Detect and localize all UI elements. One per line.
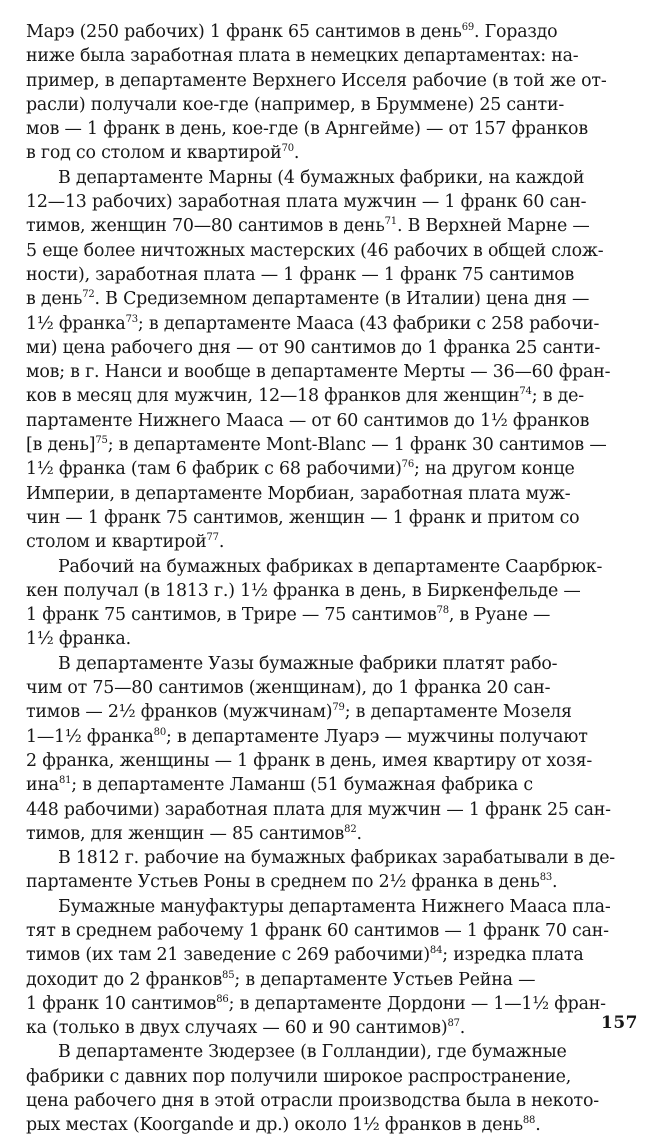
footnote-ref: 77 [206, 532, 219, 544]
footnote-ref: 85 [222, 969, 235, 981]
line-text: 1 франк 75 сантимов, в Трире — 75 сантимов [26, 605, 437, 626]
text-line [26, 214, 640, 238]
line-text: Империи, в департаменте Морбиан, заработная плата муж- [26, 483, 571, 504]
paragraph-first-line [26, 846, 640, 870]
text-line [26, 141, 640, 165]
body-text [26, 20, 640, 1138]
line-text-tail: . [218, 532, 225, 553]
line-text-tail: . [293, 143, 300, 164]
line-text: тимов, женщин 70—80 сантимов в день [26, 216, 385, 237]
line-text-tail: ; в департаменте Mont-Blanc — 1 франк 30 сантимов — [107, 435, 607, 456]
line-text: цена рабочего дня в этой отрасли производства была в некото- [26, 1091, 599, 1112]
line-text: чин — 1 франк 75 сантимов, женщин — 1 франк и притом со [26, 507, 580, 528]
text-line [26, 1016, 640, 1040]
text-line [26, 822, 640, 846]
footnote-ref: 78 [436, 605, 449, 617]
text-line [26, 943, 640, 967]
text-line [26, 992, 640, 1016]
line-text-tail: . В Средиземном департаменте (в Италии) цена дня — [94, 289, 590, 310]
text-line [26, 482, 640, 506]
line-text-tail: ; в департаменте Мозеля [344, 702, 572, 723]
line-text: 1—1½ франка [26, 726, 154, 747]
line-text: 1 франк 10 сантимов [26, 993, 217, 1014]
line-text-tail: ; в департаменте Устьев Рейна — [234, 969, 536, 990]
line-text: ниже была заработная плата в немецких департаментах: на- [26, 46, 579, 67]
line-text: Рабочий на бумажных фабриках в департаменте Саарбрюк- [58, 556, 603, 577]
line-text: расли) получали кое-где (например, в Бруммене) 25 санти- [26, 94, 565, 115]
footnote-ref: 71 [384, 216, 397, 228]
line-text-tail: ; на другом конце [414, 459, 575, 480]
text-line [26, 409, 640, 433]
line-text: В департаменте Марны (4 бумажных фабрики, на каждой [58, 167, 585, 188]
text-line [26, 457, 640, 481]
paragraph-first-line [26, 1040, 640, 1064]
text-line [26, 384, 640, 408]
text-line [26, 287, 640, 311]
paragraph-first-line [26, 652, 640, 676]
text-line [26, 579, 640, 603]
line-text-tail: . [535, 1115, 541, 1136]
line-text: 1½ франка (там 6 фабрик с 68 рабочими) [26, 459, 402, 480]
line-text-tail: . [552, 872, 558, 893]
line-text: 1½ франка. [26, 629, 131, 650]
line-text: ина [26, 775, 59, 796]
line-text-tail: ; в департаменте Ламанш (51 бумажная фабрика с [71, 775, 533, 796]
text-line [26, 1089, 640, 1113]
text-line [26, 20, 640, 44]
text-line [26, 968, 640, 992]
text-line [26, 336, 640, 360]
line-text-tail: ; изредка плата [442, 945, 584, 966]
text-line [26, 870, 640, 894]
footnote-ref: 79 [332, 702, 345, 714]
line-text: рых местах (Koorgande и др.) около 1½ франков в день [26, 1115, 523, 1136]
text-line [26, 1065, 640, 1089]
line-text: в год со столом и квартирой [26, 143, 282, 164]
line-text: 5 еще более ничтожных мастерских (46 рабочих в общей слож- [26, 240, 604, 261]
text-line [26, 263, 640, 287]
text-line [26, 93, 640, 117]
line-text-tail: ; в департаменте Луарэ — мужчины получают [165, 726, 588, 747]
text-line [26, 603, 640, 627]
line-text-tail: . [459, 1018, 466, 1039]
text-line [26, 798, 640, 822]
footnote-ref: 70 [281, 143, 294, 155]
page-number: 157 [601, 1013, 638, 1033]
line-text-tail: ; в де- [531, 386, 584, 407]
line-text: ка (только в двух случаях — 60 и 90 сантимов) [26, 1018, 448, 1039]
line-text: доходит до 2 франков [26, 969, 223, 990]
text-line [26, 190, 640, 214]
line-text: ков в месяц для мужчин, 12—18 франков для женщин [26, 386, 520, 407]
text-line [26, 773, 640, 797]
line-text: столом и квартирой [26, 532, 207, 553]
paragraph-first-line [26, 895, 640, 919]
footnote-ref: 73 [125, 313, 138, 325]
line-text: В департаменте Уазы бумажные фабрики платят рабо- [58, 653, 558, 674]
text-line [26, 312, 640, 336]
footnote-ref: 69 [461, 22, 475, 34]
text-line [26, 530, 640, 554]
footnote-ref: 83 [539, 872, 553, 884]
line-text: в день [26, 289, 83, 310]
text-line [26, 749, 640, 773]
footnote-ref: 87 [447, 1018, 460, 1030]
paragraph-first-line [26, 166, 640, 190]
text-line [26, 627, 640, 651]
line-text: ности), заработная плата — 1 франк — 1 франк 75 сантимов [26, 264, 575, 285]
line-text: мов — 1 франк в день, кое-где (в Арнгейме) — от 157 франков [26, 119, 588, 140]
line-text-tail: . [356, 823, 362, 844]
text-line [26, 676, 640, 700]
line-text: тимов, для женщин — 85 сантимов [26, 823, 345, 844]
text-line [26, 700, 640, 724]
line-text: ми) цена рабочего дня — от 90 сантимов до 1 франка 25 санти- [26, 337, 601, 358]
line-text: тимов (их там 21 заведение с 269 рабочими) [26, 945, 430, 966]
line-text: мов; в г. Нанси и вообще в департаменте Мерты — 36—60 фран- [26, 362, 611, 383]
footnote-ref: 74 [519, 386, 532, 398]
line-text: фабрики с давних пор получили широкое распространение, [26, 1066, 572, 1087]
footnote-ref: 88 [522, 1115, 536, 1127]
footnote-ref: 75 [95, 435, 108, 447]
line-text: Марэ (250 рабочих) 1 франк 65 сантимов в день [26, 22, 462, 42]
text-line [26, 69, 640, 93]
text-line [26, 44, 640, 68]
text-line [26, 239, 640, 263]
text-line [26, 433, 640, 457]
text-line [26, 506, 640, 530]
line-text: 12—13 рабочих) заработная плата мужчин — 1 франк 60 сан- [26, 192, 587, 213]
line-text: 2 франка, женщины — 1 франк в день, имея квартиру от хозя- [26, 750, 593, 771]
line-text: [в день] [26, 435, 96, 456]
line-text-tail: ; в департаменте Дордони — 1—1½ фран- [228, 993, 606, 1014]
footnote-ref: 80 [153, 726, 166, 738]
line-text-tail: ; в департаменте Мааса (43 фабрики с 258 рабочи- [137, 313, 600, 334]
line-text: 1½ франка [26, 313, 126, 334]
text-line [26, 919, 640, 943]
line-text-tail: . В Верхней Марне — [396, 216, 590, 237]
line-text: партаменте Нижнего Мааса — от 60 сантимов до 1½ франков [26, 410, 590, 431]
text-line [26, 117, 640, 141]
footnote-ref: 82 [344, 824, 357, 835]
line-text: кен получал (в 1813 г.) 1½ франка в день, в Биркенфельде — [26, 580, 581, 601]
line-text: партаменте Устьев Роны в среднем по 2½ франка в день [26, 872, 540, 893]
line-text: В 1812 г. рабочие на бумажных фабриках зарабатывали в де- [58, 848, 615, 869]
line-text: 448 рабочими) заработная плата для мужчин — 1 франк 25 сан- [26, 799, 611, 820]
paragraph-first-line [26, 555, 640, 579]
line-text: тимов — 2½ франков (мужчинам) [26, 702, 333, 723]
line-text: пример, в департаменте Верхнего Исселя рабочие (в той же от- [26, 70, 607, 91]
text-line [26, 360, 640, 384]
footnote-ref: 84 [429, 945, 443, 957]
line-text-tail: , в Руане — [448, 605, 551, 626]
text-line [26, 725, 640, 749]
footnote-ref: 86 [216, 994, 229, 1006]
footnote-ref: 76 [401, 459, 414, 471]
line-text: тят в среднем рабочему 1 франк 60 сантимов — 1 франк 70 сан- [26, 920, 609, 941]
footnote-ref: 81 [58, 775, 72, 787]
line-text: чим от 75—80 сантимов (женщинам), до 1 франка 20 сан- [26, 678, 551, 699]
text-line [26, 1113, 640, 1137]
line-text: В департаменте Зюдерзее (в Голландии), где бумажные [58, 1042, 567, 1063]
footnote-ref: 72 [82, 289, 95, 301]
line-text-tail: . Гораздо [474, 22, 558, 42]
line-text: Бумажные мануфактуры департамента Нижнего Мааса пла- [58, 896, 611, 917]
